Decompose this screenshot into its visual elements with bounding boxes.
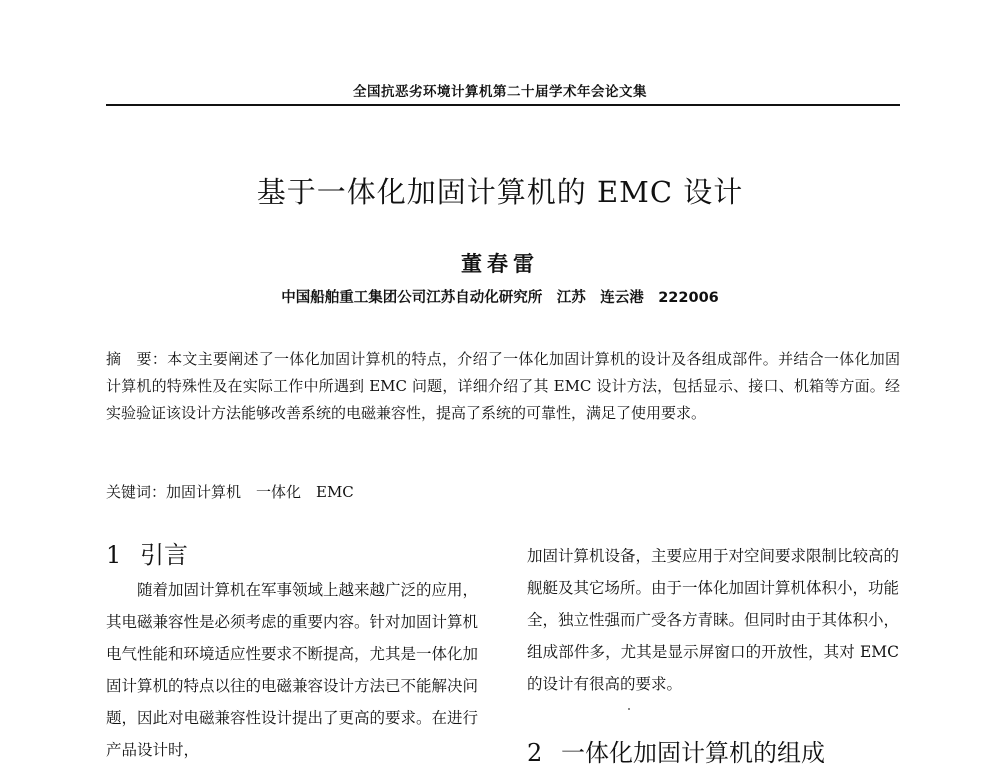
running-head: 全国抗恶劣环境计算机第二十届学术年会论文集 [353, 84, 647, 100]
section-1-number: 1 [106, 541, 122, 569]
section-2-heading [527, 736, 825, 770]
section-2-title: 一体化加固计算机的组成 [561, 739, 825, 767]
section-1-paragraph: 随着加固计算机在军事领域上越来越广泛的应用，其电磁兼容性是必须考虑的重要内容。针对加固计算机电气性能和环境适应性要求不断提高，尤其是一体化加固计算机的特点以往的电磁兼容设计方法已不能解决问题，因此对电磁兼容性设计提出了更高的要求。在进行产品设计时， [106, 581, 479, 759]
abstract: 摘 要：本文主要阐述了一体化加固计算机的特点，介绍了一体化加固计算机的设计及各组成部件。并结合一体化加固计算机的特殊性及在实际工作中所遇到 EMC 问题，详细介绍了其 EMC 设计方法，包括显示、接口、机箱等方面。经实验验证该设计方法能够改善系统的电磁兼容性，提高了系统的可靠性，满足了使用要求。 [106, 350, 900, 422]
keywords: 关键词：加固计算机 一体化 EMC [106, 483, 354, 501]
paper-title: 基于一体化加固计算机的 EMC 设计 [256, 175, 744, 209]
author-name: 董春雷 [461, 251, 539, 276]
section-1-heading [106, 538, 478, 572]
right-column-paragraph: 加固计算机设备，主要应用于对空间要求限制比较高的舰艇及其它场所。由于一体化加固计算机体积小，功能全，独立性强而广受各方青睐。但同时由于其体积小，组成部件多，尤其是显示屏窗口的开放性，其对 EMC 的设计有很高的要求。 [527, 547, 900, 693]
left-column [106, 538, 478, 766]
section-1-title: 引言 [140, 541, 188, 569]
affiliation: 中国船舶重工集团公司江苏自动化研究所 江苏 连云港 222006 [281, 290, 719, 306]
section-2-number: 2 [527, 739, 543, 767]
stray-mark [628, 708, 630, 710]
header-rule [106, 104, 900, 106]
right-column [527, 538, 899, 700]
